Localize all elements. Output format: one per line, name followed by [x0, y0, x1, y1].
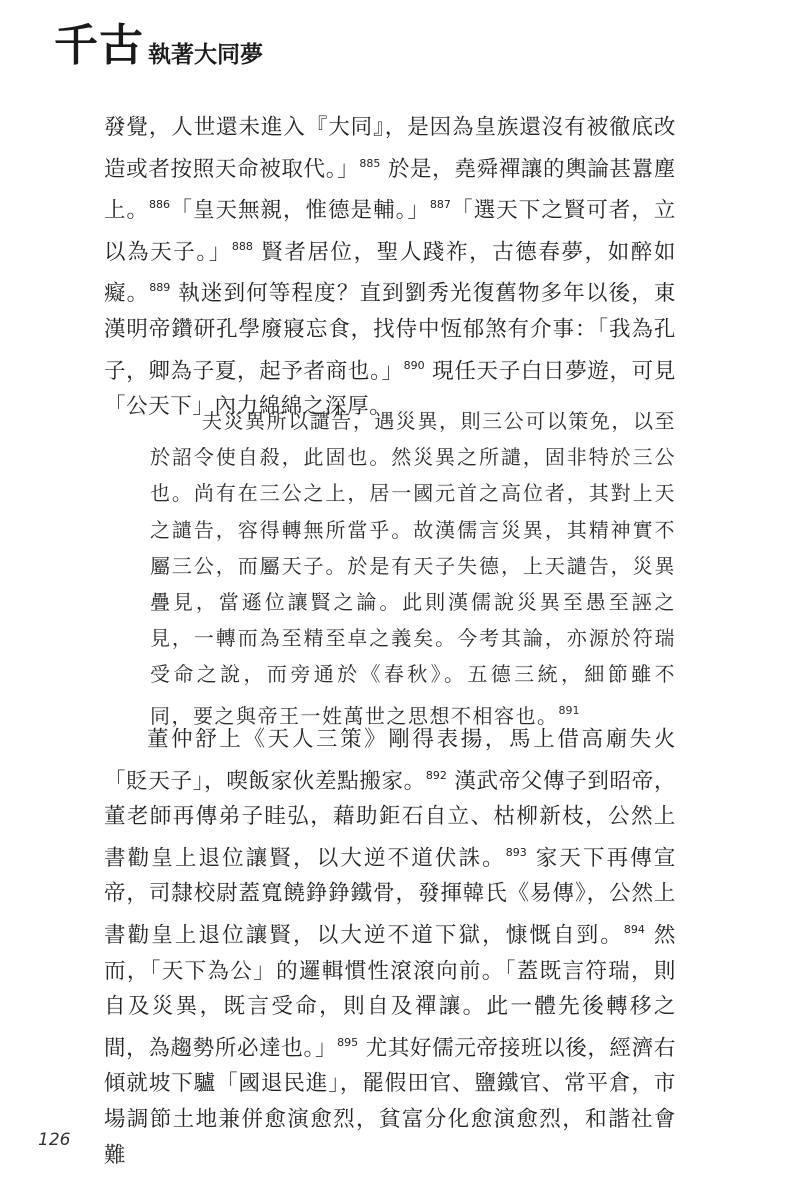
footnote-ref: 892	[425, 768, 447, 782]
footnote-ref: 889	[149, 281, 171, 295]
footnote-ref: 886	[149, 198, 171, 212]
book-title-sub: 執著大同夢	[148, 41, 263, 68]
footnote-ref: 894	[623, 922, 645, 936]
footnote-ref: 887	[429, 198, 451, 212]
text-span: 家天下再傳宣帝，司隸校尉蓋寬饒錚錚鐵骨，發揮韓氏《易傳》，公然上書勸皇上退位讓賢，以大逆不道下獄，慷慨自剄。	[104, 845, 676, 948]
footnote-ref: 890	[403, 358, 425, 372]
block-quote	[150, 403, 676, 734]
footnote-ref: 885	[359, 156, 381, 170]
footnote-ref: 893	[505, 845, 527, 859]
footnote-ref: 888	[231, 239, 253, 253]
text-span: 「選天下之賢可者，立以為天子。」	[104, 198, 676, 265]
page-number: 126	[38, 1130, 71, 1150]
text-span: 漢武帝父傳子到昭帝，董老師再傳弟子眭弘，藉助鉅石自立、枯柳新枝，公然上書勸皇上退位讓賢，以大逆不道伏誅。	[104, 768, 676, 871]
text-span: 「皇天無親，惟德是輔。」	[170, 198, 430, 224]
book-title-main: 千古	[54, 20, 144, 71]
body-paragraph-2	[104, 722, 676, 1173]
body-paragraph-1	[104, 110, 676, 425]
footnote-ref: 895	[337, 1035, 359, 1049]
text-span: 現任天子白日夢遊，可見「公天下」內力綿綿之深厚。	[104, 358, 676, 420]
quote-text: 夫災異所以譴告，遇災異，則三公可以策免，以至於詔令使自殺，此固也。然災異之所譴，固非特於三公也。尚有在三公之上，居一國元首之高位者，其對上天之譴告，容得轉無所當乎。故漢儒言災異，其精神實不屬三公，而屬天子。於是有天子失德，上天譴告，災異疊見，當遜位讓賢之論。此則漢儒說災異至愚至誣之見，一轉而為至精至卓之義矣。今考其論，亦源於符瑞受命之說，而旁通於《春秋》。五德三統，細節雖不同，要之與帝王一姓萬世之思想不相容也。	[150, 409, 676, 728]
text-span: 於是，堯舜禪讓的輿論甚囂塵上。	[104, 156, 676, 224]
text-span: 發覺，人世還未進入『大同』，是因為皇族還沒有被徹底改造或者按照天命被取代。」	[104, 115, 676, 182]
footnote-ref: 891	[558, 703, 580, 717]
text-span: 賢者居位，聖人踐祚，古德春夢，如醉如癡。	[104, 239, 676, 307]
text-span: 董仲舒上《天人三策》剛得表揚，馬上借高廟失火「貶天子」，喫飯家伙差點搬家。	[104, 727, 676, 794]
text-span: 執迷到何等程度？直到劉秀光復舊物多年以後，東漢明帝鑽研孔學廢寢忘食，找侍中恆郁煞有介事：「我為孔子，卿為子夏，起予者商也。」	[104, 281, 676, 384]
running-header	[54, 20, 263, 72]
text-span: 尤其好儒元帝接班以後，經濟右傾就坡下驢「國退民進」，罷假田官、鹽鐵官、常平倉，市場調節土地兼併愈演愈烈，貧富分化愈演愈烈，和諧社會難	[104, 1035, 676, 1168]
text-span: 然而，「天下為公」的邏輯慣性滾滾向前。「蓋既言符瑞，則自及災異，既言受命，則自及禪讓。此一體先後轉移之間，為趨勢所必達也。」	[104, 922, 676, 1061]
